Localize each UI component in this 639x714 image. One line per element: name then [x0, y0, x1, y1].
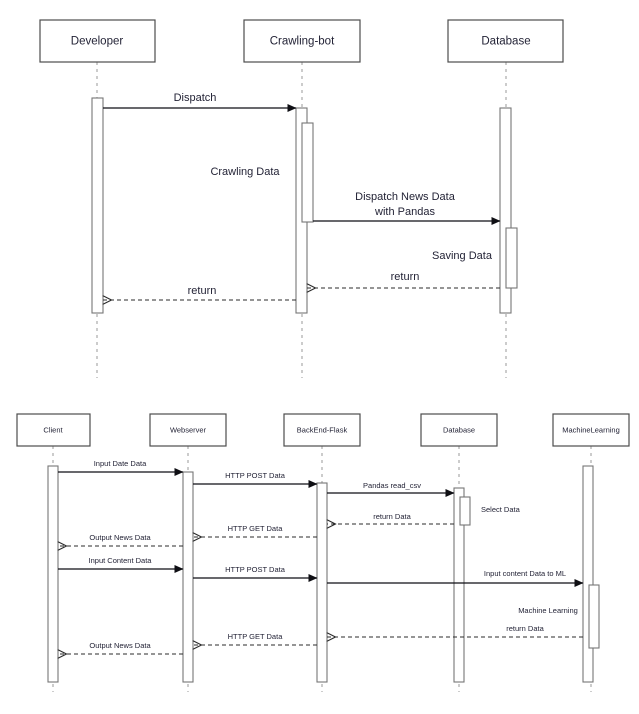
message-label-select-data: Select Data [481, 504, 520, 514]
message-label-http-post-2: HTTP POST Data [225, 564, 285, 574]
activation-act-ml[interactable] [583, 466, 593, 682]
message-label-output-news-data-2: Output News Data [89, 640, 151, 650]
message-label-dispatch-news-l2: with Pandas [375, 205, 435, 218]
activation-act-webserver[interactable] [183, 472, 193, 682]
message-label-http-get-2: HTTP GET Data [227, 631, 283, 641]
message-label-return-bot-dev: return [187, 284, 217, 297]
message-label-return-data-ml: return Data [506, 623, 544, 633]
activation-act-backend[interactable] [317, 483, 327, 682]
participant-label-webserver: Webserver [169, 425, 207, 435]
message-label-dispatch: Dispatch [173, 91, 217, 104]
participant-label-database: Database [481, 35, 531, 48]
message-label-machine-learning-note: Machine Learning [518, 605, 578, 615]
crawling-sequence [40, 20, 563, 378]
message-label-return-data-db-1: return Data [373, 511, 411, 521]
participant-label-backend-flask: BackEnd-Flask [296, 425, 348, 435]
activation-act-db-inner[interactable] [506, 228, 517, 288]
message-label-output-news-data-1: Output News Data [89, 532, 151, 542]
message-label-dispatch-news-l1: Dispatch News Data [355, 190, 455, 203]
message-label-pandas-read-csv: Pandas read_csv [363, 480, 421, 490]
activation-act-bot-inner[interactable] [302, 123, 313, 222]
activation-act-ml-inner[interactable] [589, 585, 599, 648]
message-label-http-post-1: HTTP POST Data [225, 470, 285, 480]
participant-label-crawling-bot: Crawling-bot [269, 35, 335, 48]
participant-label-machinelearning: MachineLearning [562, 425, 620, 435]
activation-act-developer[interactable] [92, 98, 103, 313]
message-label-input-date-data: Input Date Data [93, 458, 147, 468]
activation-act-client[interactable] [48, 466, 58, 682]
activation-act-db-inner[interactable] [460, 497, 470, 525]
participant-label-developer: Developer [70, 35, 124, 48]
message-label-http-get-1: HTTP GET Data [227, 523, 283, 533]
participant-label-client: Client [43, 425, 63, 435]
message-label-input-content-data: Input Content Data [88, 555, 152, 565]
webapp-sequence [17, 414, 629, 692]
message-label-input-content-to-ml: Input content Data to ML [483, 568, 567, 578]
participant-label-database: Database [442, 425, 476, 435]
message-label-crawling-data: Crawling Data [210, 165, 280, 178]
message-label-saving-data: Saving Data [432, 249, 492, 262]
message-label-return-db-bot: return [390, 270, 420, 283]
